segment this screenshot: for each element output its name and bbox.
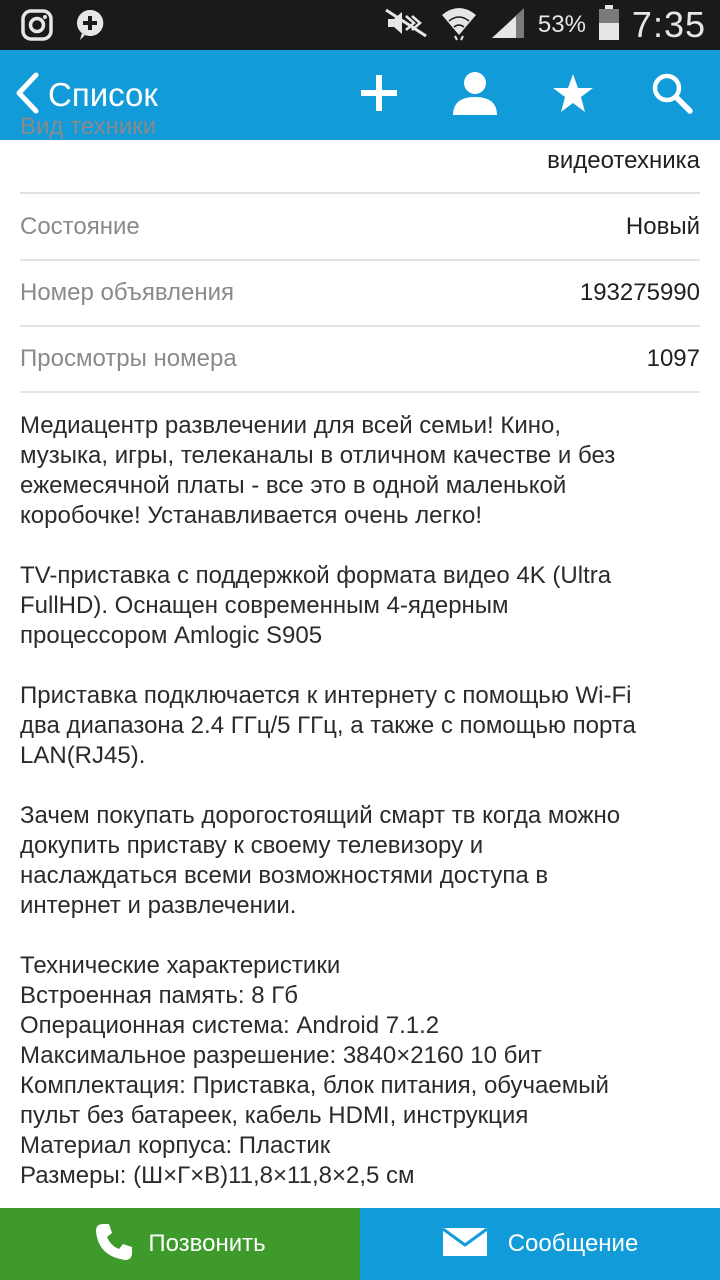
message-button[interactable] <box>360 1208 720 1280</box>
detail-row-condition <box>20 194 700 261</box>
search-icon <box>651 72 693 119</box>
status-bar <box>0 0 720 50</box>
detail-row-views <box>20 327 700 393</box>
detail-value: 1097 <box>646 345 700 372</box>
ad-description <box>20 411 710 1191</box>
clock: 7:35 <box>631 4 706 45</box>
detail-label: Просмотры номера <box>20 345 237 372</box>
message-label: Сообщение <box>507 1230 639 1257</box>
description-paragraph: TV-приставка с поддержкой формата видео 4K (Ultra FullHD). Оснащен современным 4-ядерным процессором Amlogic S905 <box>20 562 612 649</box>
detail-label: Номер объявления <box>20 279 235 306</box>
chevron-left-icon <box>14 72 40 119</box>
detail-row-category <box>20 114 700 194</box>
messenger-icon <box>74 8 106 47</box>
signal-icon <box>490 6 526 45</box>
battery-percent: 53% <box>537 11 586 38</box>
call-button[interactable] <box>0 1208 360 1280</box>
wifi-icon <box>440 5 478 46</box>
description-paragraph: Медиацентр развлечении для всей семьи! Кино, музыка, игры, телеканалы в отличном качестве и без ежемесячной платы - все это в одной маленькой коробочке! Устанавливается очень легко! <box>20 412 616 529</box>
detail-value: видеотехника <box>547 147 700 174</box>
call-label: Позвонить <box>148 1230 266 1257</box>
detail-value: 193275990 <box>579 279 700 306</box>
detail-row-ad-number <box>20 261 700 327</box>
battery-icon <box>598 5 620 46</box>
specifications: Технические характеристики Встроенная память: 8 Гб Операционная система: Android 7.1.2 Максимальное разрешение: 3840×2160 10 бит Комплектация: Приставка, блок питания, обучаемый пульт без батареек, кабель HDMI, инструкция Материал корпуса: Пластик Размеры: (Ш×Г×В)11,8×11,8×2,5 см <box>20 952 609 1189</box>
contact-bar <box>0 1208 720 1280</box>
instagram-icon <box>20 8 54 47</box>
detail-label: Состояние <box>20 213 140 240</box>
profile-icon <box>452 71 498 120</box>
mute-icon <box>384 8 428 43</box>
description-paragraph: Приставка подключается к интернету с помощью Wi-Fi два диапазона 2.4 ГГц/5 ГГц, а также с помощью порта LAN(RJ45). <box>20 682 636 769</box>
add-icon <box>359 73 399 118</box>
detail-value: Новый <box>625 213 700 240</box>
detail-label: Вид техники <box>20 113 157 140</box>
ad-details <box>0 113 720 1208</box>
phone-icon <box>94 1222 134 1267</box>
favorite-star-icon <box>552 73 594 118</box>
back-label: Список <box>48 76 158 113</box>
envelope-icon <box>442 1227 488 1262</box>
description-paragraph: Зачем покупать дорогостоящий смарт тв когда можно докупить приставу к своему телевизору и наслаждаться всеми возможностями доступа в интернет и развлечении. <box>20 802 621 919</box>
